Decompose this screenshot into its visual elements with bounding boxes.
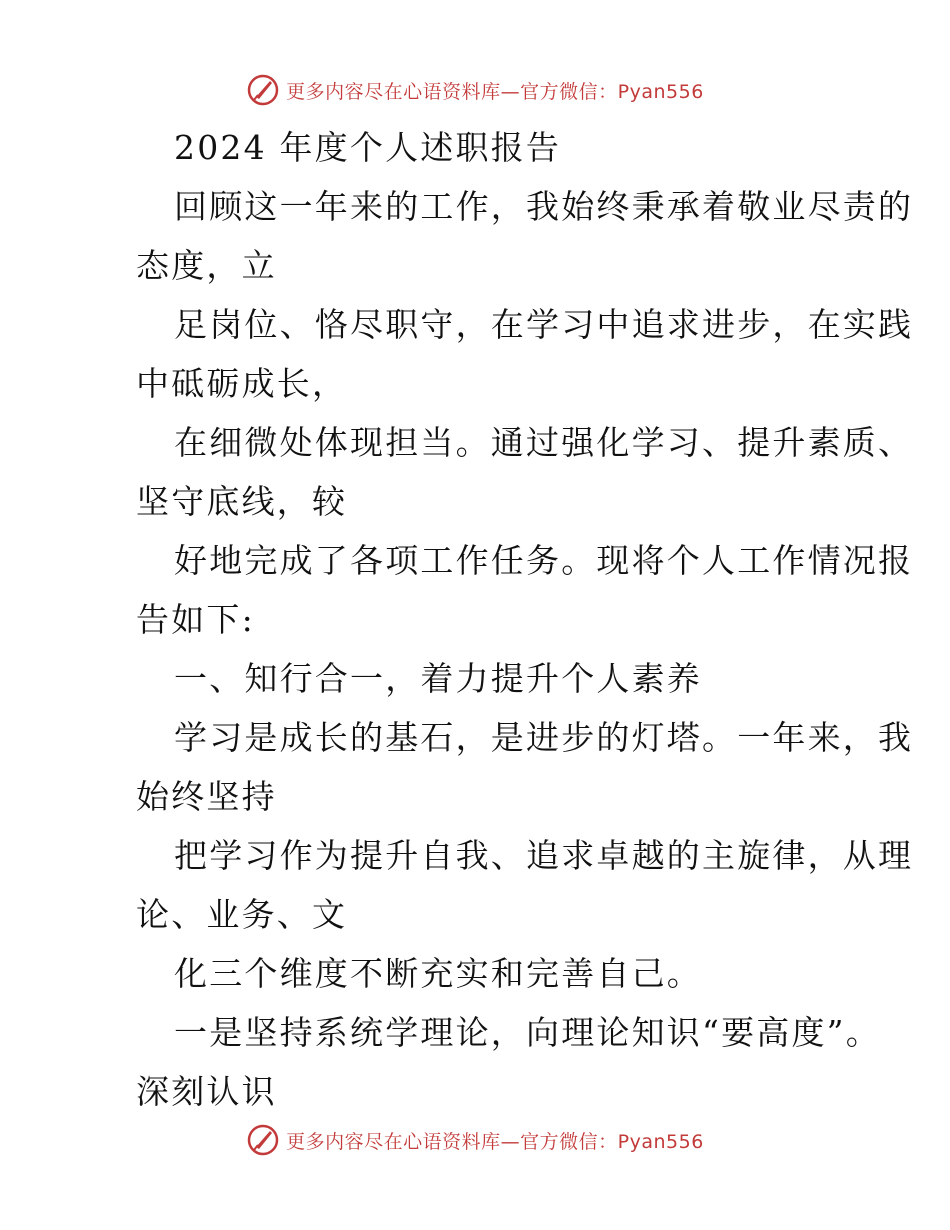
watermark-text: 更多内容尽在心语资料库—官方微信：Pyan556 (286, 80, 704, 103)
text-line: 论、业务、文 (136, 895, 348, 934)
document-body (98, 118, 914, 1121)
text-line: 告如下: (136, 600, 255, 639)
quill-logo-icon (246, 73, 280, 107)
text-line: 中砥砺成长， (136, 364, 348, 403)
watermark-text: 更多内容尽在心语资料库—官方微信：Pyan556 (286, 1130, 704, 1153)
document-title: 2024 年度个人述职报告 (174, 128, 562, 167)
footer-watermark (0, 1118, 950, 1162)
text-line: 态度，立 (136, 246, 277, 285)
text-line: 好地完成了各项工作任务。现将个人工作情况报 (174, 541, 914, 580)
text-line: 始终坚持 (136, 777, 277, 816)
text-line: 回顾这一年来的工作，我始终秉承着敬业尽责的 (174, 187, 914, 226)
text-line: 深刻认识 (136, 1072, 277, 1111)
header-watermark (0, 68, 950, 112)
text-line: 足岗位、恪尽职守，在学习中追求进步，在实践 (174, 305, 914, 344)
text-line: 化三个维度不断充实和完善自己。 (174, 954, 702, 993)
text-line: 一是坚持系统学理论，向理论知识“要高度”。 (174, 1013, 881, 1052)
text-line: 在细微处体现担当。通过强化学习、提升素质、 (174, 423, 914, 462)
text-line: 学习是成长的基石，是进步的灯塔。一年来，我 (174, 718, 914, 757)
quill-logo-icon (246, 1123, 280, 1157)
section-heading: 一、知行合一，着力提升个人素养 (174, 659, 702, 698)
text-line: 把学习作为提升自我、追求卓越的主旋律，从理 (174, 836, 914, 875)
text-line: 坚守底线，较 (136, 482, 348, 521)
